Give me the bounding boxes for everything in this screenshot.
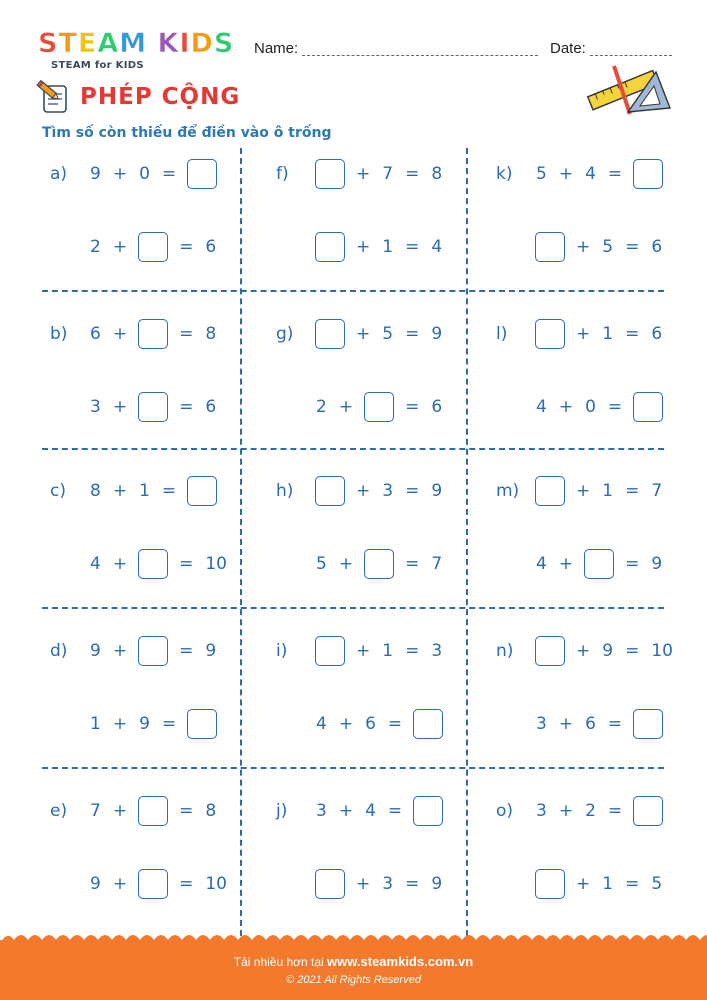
answer-box[interactable] [138,796,168,826]
answer-box[interactable] [413,709,443,739]
plus-sign: + [558,554,574,574]
number: 5 [536,164,547,184]
equals-sign: = [625,481,640,501]
plus-sign: + [112,801,128,821]
number: 8 [90,481,101,501]
logo-letter: M [119,28,148,59]
number: 6 [585,714,596,734]
plus-sign: + [112,641,128,661]
answer-box[interactable] [187,709,217,739]
equation-line [50,317,222,351]
plus-sign: + [576,641,591,661]
number: 3 [431,641,443,661]
problem-label: d) [50,641,68,661]
plus-sign: + [338,801,354,821]
instructions: Tìm số còn thiếu để điền vào ô trống [42,125,332,141]
number: 1 [382,237,394,257]
equals-sign: = [161,481,177,501]
number: 9 [90,641,101,661]
number: 3 [536,801,547,821]
equation-line [496,794,668,828]
equation-line [276,230,448,264]
equals-sign: = [625,554,640,574]
logo-letter: A [97,28,120,59]
footer-download-line [0,954,707,969]
answer-box[interactable] [138,636,168,666]
number: 9 [90,164,101,184]
number: 4 [90,554,101,574]
plus-sign: + [356,324,371,344]
equals-sign: = [405,554,420,574]
equation-line [496,474,668,508]
equals-sign: = [179,237,194,257]
problem-label: h) [276,481,294,501]
plus-sign: + [356,874,371,894]
number: 5 [651,874,663,894]
page-title: PHÉP CỘNG [80,84,241,110]
number: 2 [585,801,596,821]
equation-line [276,634,448,668]
footer-scallop-edge [0,934,707,944]
number: 6 [90,324,101,344]
number: 3 [90,397,101,417]
equals-sign: = [179,324,194,344]
date-label: Date: [550,40,586,57]
number: 7 [431,554,443,574]
plus-sign: + [558,801,574,821]
answer-box[interactable] [138,232,168,262]
problem-label: a) [50,164,68,184]
name-field[interactable] [302,55,538,56]
plus-sign: + [112,324,128,344]
problem-label: f) [276,164,289,184]
problem-label: o) [496,801,514,821]
number: 6 [431,397,443,417]
problem-m [496,474,706,614]
answer-box[interactable] [535,869,565,899]
number: 10 [651,641,673,661]
equals-sign: = [607,164,623,184]
problem-e [50,794,260,934]
number: 1 [382,641,394,661]
equation-line [50,634,222,668]
number: 10 [205,874,227,894]
answer-box[interactable] [584,549,614,579]
number: 4 [316,714,327,734]
number: 9 [431,481,443,501]
answer-box[interactable] [187,159,217,189]
number: 3 [316,801,327,821]
answer-box[interactable] [633,159,663,189]
problem-b [50,317,260,457]
number: 4 [585,164,596,184]
plus-sign: + [112,164,128,184]
number: 8 [431,164,443,184]
number: 5 [382,324,394,344]
equals-sign: = [161,714,177,734]
plus-sign: + [576,324,591,344]
logo-letter: S [213,28,235,59]
steam-kids-logo [38,30,238,74]
logo-title [38,30,238,58]
answer-box[interactable] [315,636,345,666]
equation-line [496,230,668,264]
number: 9 [651,554,663,574]
problem-label: j) [276,801,288,821]
answer-box[interactable] [633,709,663,739]
equals-sign: = [625,324,640,344]
equation-line [276,390,448,424]
number: 9 [139,714,150,734]
worksheet-pencil-icon [36,80,70,114]
problem-h [276,474,486,614]
equation-line [50,547,233,581]
answer-box[interactable] [535,319,565,349]
problem-n [496,634,706,774]
equation-line [50,794,222,828]
equals-sign: = [405,164,420,184]
answer-box[interactable] [535,476,565,506]
number: 9 [431,874,443,894]
number: 7 [90,801,101,821]
equation-line [50,474,222,508]
date-field[interactable] [590,55,672,56]
logo-letter: E [77,28,98,59]
number: 9 [90,874,101,894]
plus-sign: + [558,714,574,734]
problem-label: b) [50,324,68,344]
answer-box[interactable] [535,636,565,666]
plus-sign: + [338,397,354,417]
equation-line [50,707,222,741]
equation-line [496,634,679,668]
problem-o [496,794,706,934]
equals-sign: = [625,641,640,661]
plus-sign: + [356,237,371,257]
number: 2 [90,237,101,257]
equation-line [276,474,448,508]
answer-box[interactable] [315,869,345,899]
number: 6 [651,324,663,344]
logo-letter: K [157,28,180,59]
number: 3 [382,874,394,894]
equation-line [50,867,233,901]
problem-label: e) [50,801,68,821]
logo-letter [147,28,157,59]
equals-sign: = [405,397,420,417]
problem-k [496,157,706,297]
number: 0 [139,164,150,184]
logo-subtitle: STEAM for KIDS [51,60,144,71]
answer-box[interactable] [138,549,168,579]
equals-sign: = [607,801,623,821]
answer-box[interactable] [364,549,394,579]
number: 9 [431,324,443,344]
number: 6 [651,237,663,257]
number: 9 [205,641,217,661]
problem-label: k) [496,164,513,184]
number: 8 [205,801,217,821]
footer-site-link[interactable]: www.steamkids.com.vn [327,954,474,969]
equals-sign: = [387,801,403,821]
number: 7 [382,164,394,184]
ruler-triangle-icon [586,60,672,118]
answer-box[interactable] [315,319,345,349]
answer-box[interactable] [633,392,663,422]
plus-sign: + [558,397,574,417]
problem-f [276,157,486,297]
plus-sign: + [576,874,591,894]
plus-sign: + [338,714,354,734]
problem-label: l) [496,324,508,344]
footer-download-text: Tải nhiều hơn tại [233,955,324,969]
problem-label: n) [496,641,514,661]
answer-box[interactable] [315,476,345,506]
number: 7 [651,481,663,501]
plus-sign: + [112,874,128,894]
equation-line [276,157,448,191]
number: 1 [139,481,150,501]
number: 4 [431,237,443,257]
footer [0,940,707,1000]
equals-sign: = [387,714,403,734]
problem-c [50,474,260,614]
equation-line [276,317,448,351]
answer-box[interactable] [138,869,168,899]
equation-line [496,157,668,191]
problem-a [50,157,260,297]
equals-sign: = [625,874,640,894]
problem-label: m) [496,481,520,501]
equals-sign: = [179,641,194,661]
answer-box[interactable] [187,476,217,506]
logo-letter: D [190,28,214,59]
equals-sign: = [405,641,420,661]
equation-line [496,390,668,424]
equation-line [50,390,222,424]
problem-label: c) [50,481,66,501]
equation-line [50,157,222,191]
number: 10 [205,554,227,574]
number: 1 [602,324,614,344]
equals-sign: = [179,801,194,821]
equals-sign: = [607,397,623,417]
equals-sign: = [161,164,177,184]
number: 6 [365,714,376,734]
problem-d [50,634,260,774]
plus-sign: + [112,237,128,257]
equals-sign: = [607,714,623,734]
number: 3 [536,714,547,734]
equation-line [276,707,448,741]
plus-sign: + [112,714,128,734]
problem-i [276,634,486,774]
equation-line [276,867,448,901]
number: 1 [602,874,614,894]
number: 6 [205,237,217,257]
number: 3 [382,481,394,501]
equation-line [496,707,668,741]
equals-sign: = [179,397,194,417]
logo-letter: T [58,28,78,59]
plus-sign: + [112,481,128,501]
equals-sign: = [625,237,640,257]
plus-sign: + [558,164,574,184]
equation-line [496,317,668,351]
plus-sign: + [356,164,371,184]
problem-label: i) [276,641,288,661]
number: 0 [585,397,596,417]
answer-box[interactable] [535,232,565,262]
plus-sign: + [338,554,354,574]
plus-sign: + [112,397,128,417]
number: 5 [316,554,327,574]
plus-sign: + [576,237,591,257]
number: 4 [536,554,547,574]
problem-j [276,794,486,934]
number: 9 [602,641,614,661]
number: 8 [205,324,217,344]
problem-l [496,317,706,457]
logo-letter: I [179,28,191,59]
plus-sign: + [356,641,371,661]
answer-box[interactable] [315,232,345,262]
number: 2 [316,397,327,417]
equals-sign: = [405,874,420,894]
equation-line [496,547,668,581]
problem-g [276,317,486,457]
answer-box[interactable] [413,796,443,826]
equals-sign: = [405,481,420,501]
problem-label: g) [276,324,294,344]
answer-box[interactable] [138,319,168,349]
logo-letter: S [38,28,59,59]
answer-box[interactable] [315,159,345,189]
equals-sign: = [405,237,420,257]
number: 5 [602,237,614,257]
number: 1 [90,714,101,734]
plus-sign: + [356,481,371,501]
number: 1 [602,481,614,501]
answer-box[interactable] [633,796,663,826]
plus-sign: + [576,481,591,501]
answer-box[interactable] [138,392,168,422]
footer-copyright: © 2021 All Rights Reserved [286,974,421,986]
equation-line [496,867,668,901]
equation-line [276,794,448,828]
name-label: Name: [254,40,299,57]
number: 4 [365,801,376,821]
plus-sign: + [112,554,128,574]
number: 6 [205,397,217,417]
equation-line [276,547,448,581]
equals-sign: = [179,554,194,574]
equation-line [50,230,222,264]
answer-box[interactable] [364,392,394,422]
number: 4 [536,397,547,417]
equals-sign: = [179,874,194,894]
equals-sign: = [405,324,420,344]
